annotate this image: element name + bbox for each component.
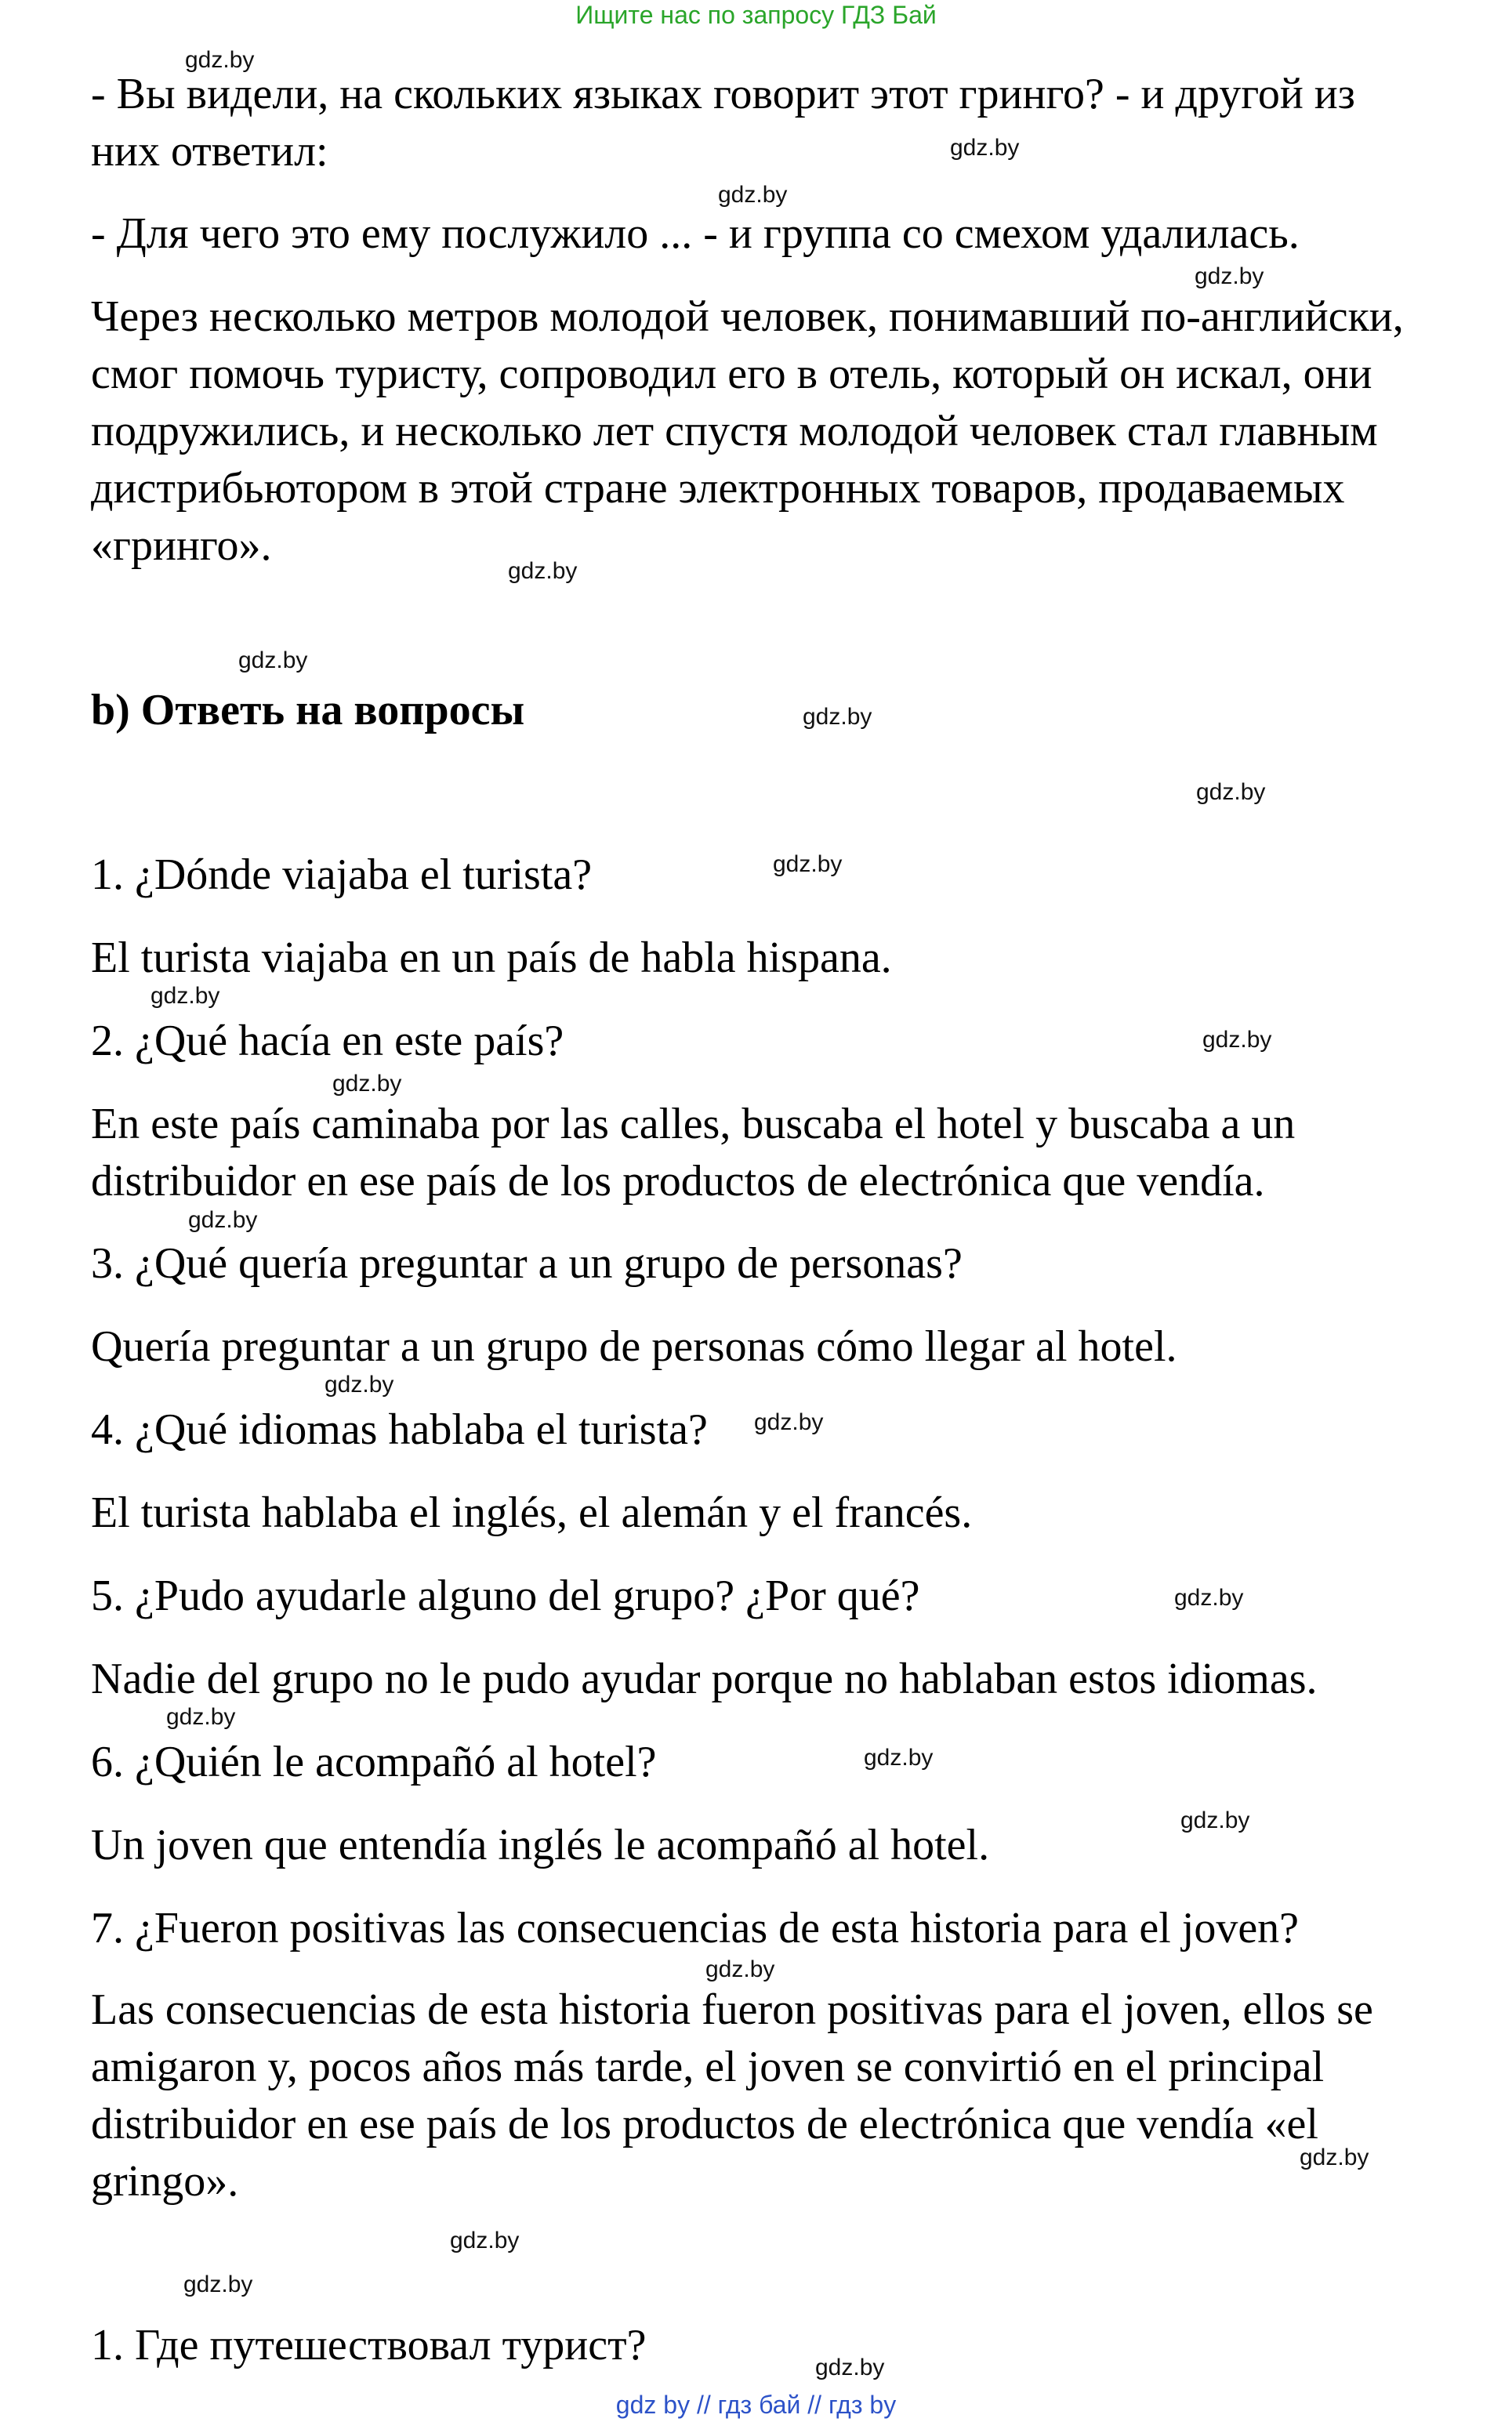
- watermark: gdz.by: [185, 47, 255, 73]
- story-paragraph-line: «гринго».: [91, 521, 272, 570]
- watermark: gdz.by: [815, 2355, 885, 2380]
- watermark: gdz.by: [1195, 263, 1264, 289]
- question: 4. ¿Qué idiomas hablaba el turista?: [91, 1405, 708, 1454]
- watermark: gdz.by: [754, 1409, 824, 1435]
- watermark: gdz.by: [183, 2272, 253, 2297]
- answer: Un joven que entendía inglés le acompañó al hotel.: [91, 1821, 990, 1869]
- watermark: gdz.by: [950, 135, 1020, 161]
- story-paragraph-line: дистрибьютором в этой стране электронных товаров, продаваемых: [91, 464, 1345, 513]
- question: 3. ¿Qué quería preguntar a un grupo de personas?: [91, 1239, 963, 1288]
- answer: El turista hablaba el inglés, el alemán y el francés.: [91, 1488, 973, 1537]
- question: 1. Где путешествовал турист?: [91, 2321, 647, 2369]
- watermark: gdz.by: [1174, 1585, 1244, 1611]
- watermark: gdz.by: [508, 558, 578, 584]
- answer: gringo».: [91, 2157, 239, 2206]
- question: 7. ¿Fueron positivas las consecuencias de esta historia para el joven?: [91, 1904, 1300, 1952]
- watermark: gdz.by: [718, 182, 788, 208]
- watermark: gdz.by: [166, 1704, 236, 1730]
- watermark: gdz.by: [332, 1071, 402, 1097]
- story-paragraph-line: Через несколько метров молодой человек, понимавший по-английски,: [91, 292, 1404, 341]
- watermark: gdz.by: [1202, 1027, 1272, 1053]
- story-line: - Вы видели, на скольких языках говорит этот гринго? - и другой из: [91, 70, 1355, 118]
- answer: En este país caminaba por las calles, buscaba el hotel y buscaba a un: [91, 1100, 1296, 1148]
- watermark: gdz.by: [150, 983, 220, 1009]
- answer: Nadie del grupo no le pudo ayudar porque no hablaban estos idiomas.: [91, 1655, 1318, 1703]
- watermark: gdz.by: [238, 647, 308, 673]
- watermark: gdz.by: [705, 1956, 775, 1982]
- watermark: gdz.by: [803, 704, 872, 730]
- section-heading: b) Ответь на вопросы: [91, 686, 525, 734]
- story-paragraph-line: смог помочь туристу, сопроводил его в отель, который он искал, они: [91, 350, 1372, 398]
- story-line: - Для чего это ему послужило ... - и группа со смехом удалилась.: [91, 209, 1300, 258]
- watermark: gdz.by: [188, 1207, 258, 1233]
- watermark: gdz.by: [773, 851, 843, 877]
- answer: Las consecuencias de esta historia fueron positivas para el joven, ellos se: [91, 1985, 1373, 2034]
- watermark: gdz.by: [325, 1372, 394, 1398]
- footer-links: gdz by // гдз бай // гдз by: [615, 2391, 897, 2419]
- question: 6. ¿Quién le acompañó al hotel?: [91, 1738, 657, 1786]
- story-line: них ответил:: [91, 127, 328, 176]
- question: 5. ¿Pudo ayudarle alguno del grupo? ¿Por qué?: [91, 1572, 920, 1620]
- story-paragraph-line: подружились, и несколько лет спустя молодой человек стал главным: [91, 407, 1378, 455]
- watermark: gdz.by: [1180, 1807, 1250, 1833]
- watermark: gdz.by: [1196, 779, 1266, 805]
- watermark: gdz.by: [864, 1745, 934, 1771]
- answer: distribuidor en ese país de los productos de electrónica que vendía «el: [91, 2100, 1318, 2148]
- answer: distribuidor en ese país de los productos de electrónica que vendía.: [91, 1157, 1265, 1206]
- question: 2. ¿Qué hacía en este país?: [91, 1017, 564, 1065]
- question: 1. ¿Dónde viajaba el turista?: [91, 850, 593, 899]
- answer: amigaron y, pocos años más tarde, el joven se convirtió en el principal: [91, 2043, 1325, 2091]
- answer: El turista viajaba en un país de habla hispana.: [91, 934, 892, 982]
- watermark: gdz.by: [1300, 2145, 1369, 2170]
- search-banner: Ищите нас по запросу ГДЗ Бай: [575, 1, 937, 29]
- answer: Quería preguntar a un grupo de personas cómo llegar al hotel.: [91, 1322, 1177, 1371]
- watermark: gdz.by: [450, 2228, 520, 2253]
